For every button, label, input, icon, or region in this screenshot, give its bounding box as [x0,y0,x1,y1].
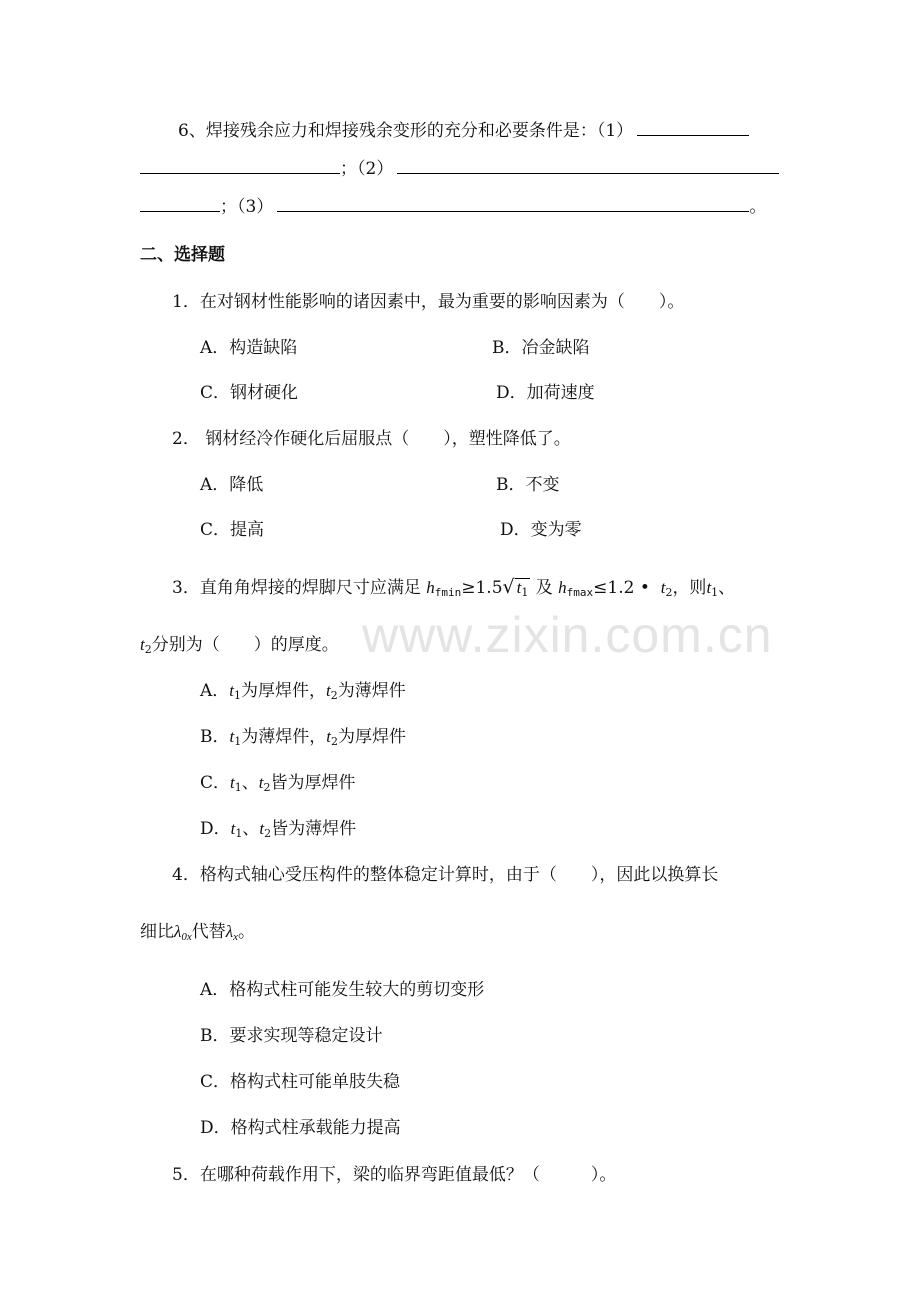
q6-end: 。 [749,197,767,217]
q4-option-b: B．要求实现等稳定设计 [200,1026,383,1046]
q3-option-d: D．$t_1$、$t_2$皆为薄焊件 [200,819,357,840]
q1-option-b: B．冶金缺陷 [492,338,590,358]
blank-1-part2 [140,159,340,174]
q5-stem: 5．在哪种荷载作用下，梁的临界弯距值最低？（ ）。 [172,1165,617,1185]
blank-3 [277,197,749,212]
sep2: ；（2） [340,159,394,179]
q2-option-a: A．降低 [200,475,264,495]
q3-prefix: 3．直角角焊接的焊脚尺寸应满足 [172,578,421,598]
blank-2 [397,159,779,174]
q6-line3 [140,196,766,218]
fmin-sub: fmin [434,586,462,599]
q6-line1 [178,120,749,142]
q1-option-a: A．构造缺陷 [200,338,298,358]
q4-option-a: A．格构式柱可能发生较大的剪切变形 [200,980,485,1000]
and-text: 及 [535,578,553,598]
blank-1-part1 [637,121,749,136]
q2-option-d: D．变为零 [500,520,582,540]
q4-stem: 4．格构式轴心受压构件的整体稳定计算时，由于（ ），因此以换算长 [172,865,719,885]
le-expr: ≤1.2 • [593,578,650,598]
watermark: www.zixin.com.cn [362,607,773,663]
q1-option-c: C．钢材硬化 [200,383,299,403]
q2-option-b: B．不变 [496,475,560,495]
q2-option-c: C．提高 [200,520,265,540]
q3-option-b: B．$t_1$为薄焊件，$t_2$为厚焊件 [200,727,406,748]
q3-stem: 3．直角角焊接的焊脚尺寸应满足 hfmin≥1.5√ $t_1$ 及 hfmax≤1.2 • $t_2$，则$t_1$、 [172,576,735,604]
q6-line2 [140,158,779,180]
fmax-sub: fmax [566,586,594,599]
q1-stem: 1．在对钢材性能影响的诸因素中，最为重要的影响因素为（ ）。 [172,292,685,312]
ge-expr: ≥1.5 [461,578,503,598]
q4-line2: 细比$\lambda_{0x}$代替$\lambda_x$。 [140,922,256,943]
sqrt-sign: √ [502,576,515,598]
blank-2-part2 [140,197,220,212]
q3-option-a: A．$t_1$为厚焊件，$t_2$为薄焊件 [200,681,406,702]
q1-option-d: D．加荷速度 [496,383,595,403]
q3-option-c: C．$t_1$、$t_2$皆为厚焊件 [200,773,356,794]
lambda-symbol: λ [174,922,182,941]
q3-line2: $t_2$分别为（ ）的厚度。 [140,635,339,656]
section-title: 二、选择题 [140,245,225,265]
h-symbol: h [426,578,435,597]
q6-text: 6、焊接残余应力和焊接残余变形的充分和必要条件是：（1） [178,121,634,141]
q2-stem: 2． 钢材经冷作硬化后屈服点（ ），塑性降低了。 [172,429,571,449]
sep3: ；（3） [220,197,274,217]
q4-option-d: D．格构式柱承载能力提高 [200,1118,401,1138]
q4-option-c: C．格构式柱可能单肢失稳 [200,1072,401,1092]
h-symbol-2: h [558,578,567,597]
